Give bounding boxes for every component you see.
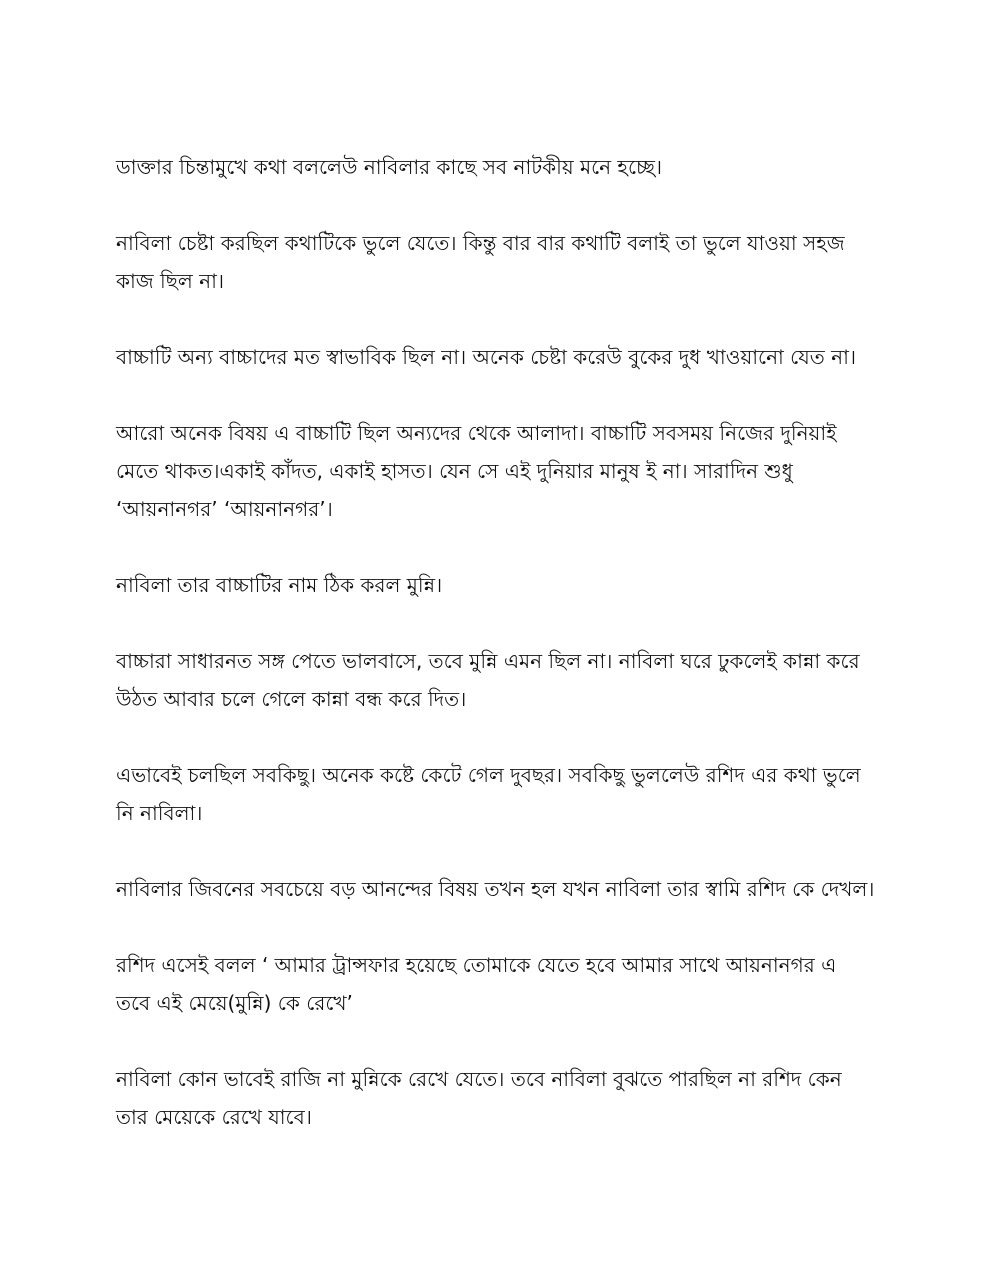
- document-body: [116, 148, 876, 1174]
- paragraph-5: নাবিলা তার বাচ্চাটির নাম ঠিক করল মুন্নি।: [116, 573, 443, 597]
- paragraph-9: রশিদ এসেই বলল ‘ আমার ট্রান্সফার হয়েছে তোমাকে যেতে হবে আমার সাথে আয়নানগর এ তবে এই মেয়ে(মুন্নি) কে রেখে’: [116, 953, 837, 1015]
- paragraph-1: ডাক্তার চিন্তামুখে কথা বললেউ নাবিলার কাছে সব নাটকীয় মনে হচ্ছে।: [116, 155, 663, 179]
- paragraph-4: আরো অনেক বিষয় এ বাচ্চাটি ছিল অন্যদের থেকে আলাদা। বাচ্চাটি সবসময় নিজের দুনিয়াই মেতে থাকত।একাই কাঁদত, একাই হাসত। যেন সে এই দুনিয়ার মানুষ ই না। সারাদিন শুধু ‘আয়নানগর’ ‘আয়নানগর’।: [116, 421, 837, 521]
- paragraph-6: বাচ্চারা সাধারনত সঙ্গ পেতে ভালবাসে, তবে মুন্নি এমন ছিল না। নাবিলা ঘরে ঢুকলেই কান্না করে উঠত আবার চলে গেলে কান্না বন্ধ করে দিত।: [116, 649, 860, 711]
- paragraph-2: নাবিলা চেষ্টা করছিল কথাটিকে ভুলে যেতে। কিন্তু বার বার কথাটি বলাই তা ভুলে যাওয়া সহজ কাজ ছিল না।: [116, 231, 845, 293]
- paragraph-10: নাবিলা কোন ভাবেই রাজি না মুন্নিকে রেখে যেতে। তবে নাবিলা বুঝতে পারছিল না রশিদ কেন তার মেয়েকে রেখে যাবে।: [116, 1067, 842, 1129]
- paragraph-8: নাবিলার জিবনের সবচেয়ে বড় আনন্দের বিষয় তখন হল যখন নাবিলা তার স্বামি রশিদ কে দেখল।: [116, 877, 875, 901]
- paragraph-3: বাচ্চাটি অন্য বাচ্চাদের মত স্বাভাবিক ছিল না। অনেক চেষ্টা করেউ বুকের দুধ খাওয়ানো যেত না।: [116, 345, 857, 369]
- paragraph-7: এভাবেই চলছিল সবকিছু। অনেক কষ্টে কেটে গেল দুবছর। সবকিছু ভুললেউ রশিদ এর কথা ভুলে নি নাবিলা।: [116, 763, 861, 825]
